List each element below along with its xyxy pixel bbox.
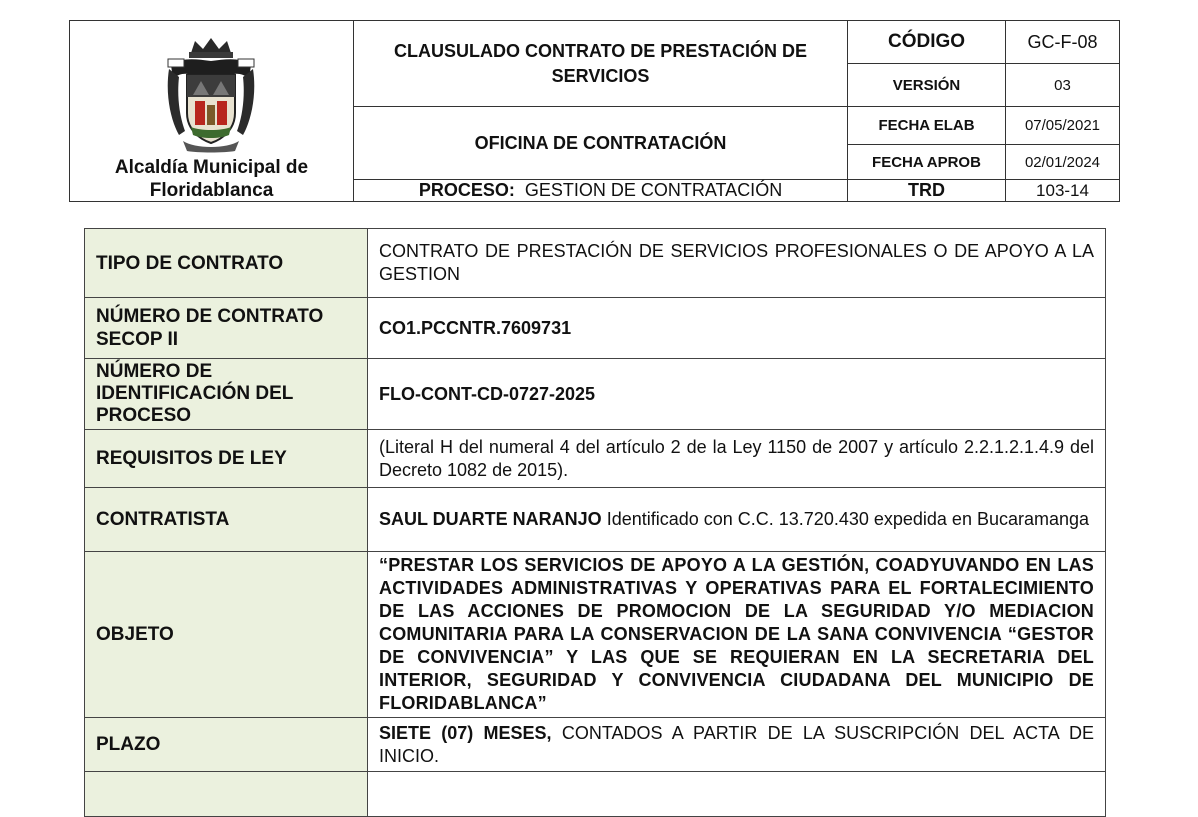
table-row	[85, 552, 1106, 718]
numero-proceso-value: FLO-CONT-CD-0727-2025	[368, 359, 1106, 430]
fecha-elab-label: FECHA ELAB	[848, 107, 1006, 145]
numero-proceso-label: NÚMERO DE IDENTIFICACIÓN DEL PROCESO	[85, 359, 368, 430]
next-row-value	[368, 772, 1106, 817]
numero-contrato-label: NÚMERO DE CONTRATO SECOP II	[85, 298, 368, 359]
municipality-name	[70, 156, 353, 202]
trd-value: 103-14	[1006, 180, 1120, 202]
table-row	[85, 718, 1106, 772]
document-header	[69, 20, 1120, 202]
version-label: VERSIÓN	[848, 64, 1006, 107]
process-label: PROCESO:	[418, 180, 515, 200]
table-row	[85, 359, 1106, 430]
contratista-value	[368, 488, 1106, 552]
objeto-value: “PRESTAR LOS SERVICIOS DE APOYO A LA GESTIÓN, COADYUVANDO EN LAS ACTIVIDADES ADMINISTRATIVAS Y OPERATIVAS PARA EL FORTALECIMIENTO DE LAS ACCIONES DE PROMOCION DE LA SEGURIDAD Y/O MEDIACION COMUNITARIA PARA LA CONSERVACION DE LA SANA CONVIVENCIA “GESTOR DE CONVIVENCIA” Y LAS QUE SE REQUIERAN EN LA SECRETARIA DEL INTERIOR, SEGURIDAD Y CONVIVENCIA CIUDADANA DEL MUNICIPIO DE FLORIDABLANCA”	[368, 552, 1106, 718]
table-row-partial	[85, 772, 1106, 817]
table-row	[85, 229, 1106, 298]
logo-cell	[70, 21, 354, 202]
municipality-line-1: Alcaldía Municipal de	[114, 157, 309, 178]
plazo-duration: SIETE (07) MESES,	[379, 722, 552, 743]
table-row	[85, 430, 1106, 488]
fecha-aprob-value: 02/01/2024	[1006, 145, 1120, 180]
process-cell	[354, 180, 848, 202]
trd-label: TRD	[848, 180, 1006, 202]
tipo-contrato-label: TIPO DE CONTRATO	[85, 229, 368, 298]
office-name: OFICINA DE CONTRATACIÓN	[354, 107, 848, 180]
plazo-value	[368, 718, 1106, 772]
requisitos-value: (Literal H del numeral 4 del artículo 2 de la Ley 1150 de 2007 y artículo 2.2.1.2.1.4.9 del Decreto 1082 de 2015).	[368, 430, 1106, 488]
contract-details-table	[84, 228, 1106, 817]
document-title: CLAUSULADO CONTRATO DE PRESTACIÓN DE SERVICIOS	[354, 21, 848, 107]
municipality-line-2: Floridablanca	[149, 180, 274, 201]
tipo-contrato-value: CONTRATO DE PRESTACIÓN DE SERVICIOS PROFESIONALES O DE APOYO A LA GESTION	[368, 229, 1106, 298]
contratista-name: SAUL DUARTE NARANJO	[379, 509, 602, 529]
objeto-label: OBJETO	[85, 552, 368, 718]
coat-of-arms-logo	[165, 35, 257, 153]
table-row	[85, 298, 1106, 359]
codigo-value: GC-F-08	[1006, 21, 1120, 64]
version-value: 03	[1006, 64, 1120, 107]
next-row-label	[85, 772, 368, 817]
process-value: GESTION DE CONTRATACIÓN	[524, 180, 783, 200]
table-row	[85, 488, 1106, 552]
numero-contrato-value: CO1.PCCNTR.7609731	[368, 298, 1106, 359]
plazo-rest-text: CONTADOS A PARTIR DE LA SUSCRIPCIÓN DEL ACTA DE INICIO.	[379, 722, 1094, 766]
codigo-label: CÓDIGO	[848, 21, 1006, 64]
fecha-aprob-label: FECHA APROB	[848, 145, 1006, 180]
contratista-id-text: Identificado con C.C. 13.720.430 expedida en Bucaramanga	[601, 509, 1090, 529]
fecha-elab-value: 07/05/2021	[1006, 107, 1120, 145]
requisitos-label: REQUISITOS DE LEY	[85, 430, 368, 488]
plazo-label: PLAZO	[85, 718, 368, 772]
contratista-label: CONTRATISTA	[85, 488, 368, 552]
